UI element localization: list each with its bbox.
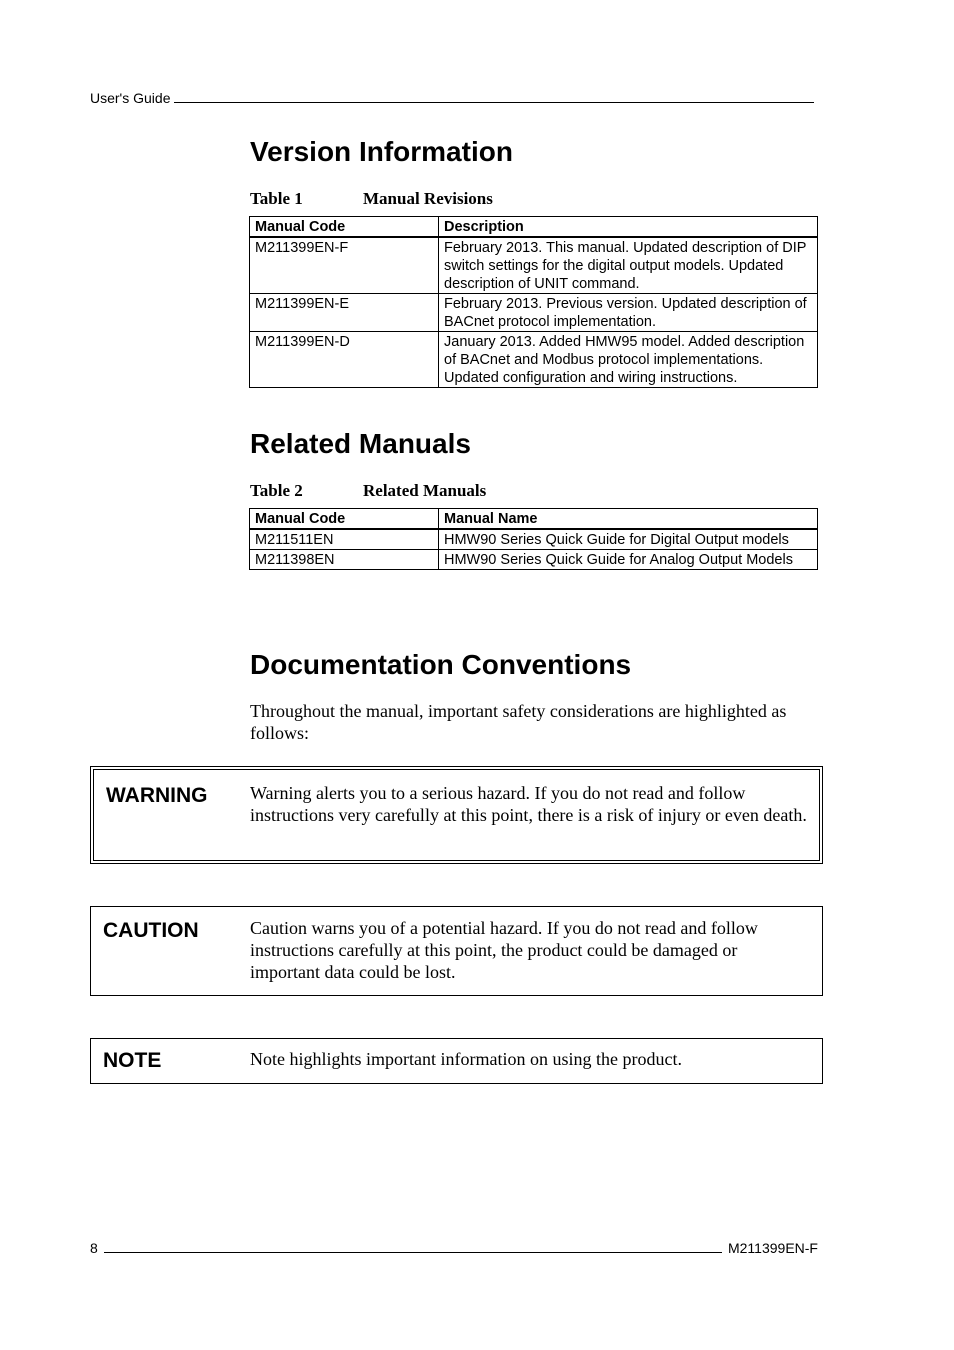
manual-revisions-table xyxy=(249,216,818,388)
page-footer xyxy=(90,1240,818,1256)
column-header: Manual Code xyxy=(250,509,439,530)
running-header xyxy=(90,90,814,106)
warning-box xyxy=(90,766,823,864)
table-row xyxy=(250,294,818,332)
footer-rule xyxy=(104,1252,722,1253)
table2-caption xyxy=(250,481,486,501)
page-number: 8 xyxy=(90,1240,98,1256)
table-row xyxy=(250,237,818,294)
table-row xyxy=(250,529,818,550)
note-text: Note highlights important information on using the product. xyxy=(250,1049,682,1069)
warning-label: WARNING xyxy=(106,784,208,807)
header-rule xyxy=(174,102,814,103)
table2-number: Table 2 xyxy=(250,481,303,500)
caution-label: CAUTION xyxy=(103,919,199,942)
running-title: User's Guide xyxy=(90,90,171,106)
manual-code-cell: M211511EN xyxy=(250,529,439,550)
column-header: Manual Name xyxy=(439,509,818,530)
document-code: M211399EN-F xyxy=(727,1240,818,1256)
table1-title: Manual Revisions xyxy=(363,189,493,208)
caution-box xyxy=(90,906,823,996)
table1-caption xyxy=(250,189,493,209)
table-header-row xyxy=(250,509,818,530)
note-box xyxy=(90,1038,823,1084)
note-label: NOTE xyxy=(103,1049,162,1072)
manual-name-cell: HMW90 Series Quick Guide for Analog Output Models xyxy=(439,550,818,570)
column-header: Manual Code xyxy=(250,217,439,238)
table-row xyxy=(250,550,818,570)
table-row xyxy=(250,332,818,388)
manual-code-cell: M211399EN-D xyxy=(250,332,439,388)
description-cell: February 2013. Previous version. Updated description of BACnet protocol implementation. xyxy=(439,294,818,332)
description-cell: February 2013. This manual. Updated description of DIP switch settings for the digital output models. Updated description of UNIT command. xyxy=(439,237,818,294)
caution-text: Caution warns you of a potential hazard. If you do not read and follow instructions carefully at this point, the product could be damaged or important data could be lost. xyxy=(250,918,758,982)
heading-version-information: Version Information xyxy=(250,136,513,167)
table1-number: Table 1 xyxy=(250,189,303,208)
warning-text: Warning alerts you to a serious hazard. If you do not read and follow instructions very carefully at this point, there is a risk of injury or even death. xyxy=(250,783,807,825)
conventions-intro: Throughout the manual, important safety considerations are highlighted as follows: xyxy=(250,701,787,743)
table-header-row xyxy=(250,217,818,238)
heading-related-manuals: Related Manuals xyxy=(250,428,471,459)
manual-code-cell: M211399EN-E xyxy=(250,294,439,332)
manual-code-cell: M211399EN-F xyxy=(250,237,439,294)
description-cell: January 2013. Added HMW95 model. Added description of BACnet and Modbus protocol implementations. Updated configuration and wiring instructions. xyxy=(439,332,818,388)
manual-name-cell: HMW90 Series Quick Guide for Digital Output models xyxy=(439,529,818,550)
manual-code-cell: M211398EN xyxy=(250,550,439,570)
table2-title: Related Manuals xyxy=(363,481,487,500)
heading-documentation-conventions: Documentation Conventions xyxy=(250,649,632,680)
column-header: Description xyxy=(439,217,818,238)
related-manuals-table xyxy=(249,508,818,570)
